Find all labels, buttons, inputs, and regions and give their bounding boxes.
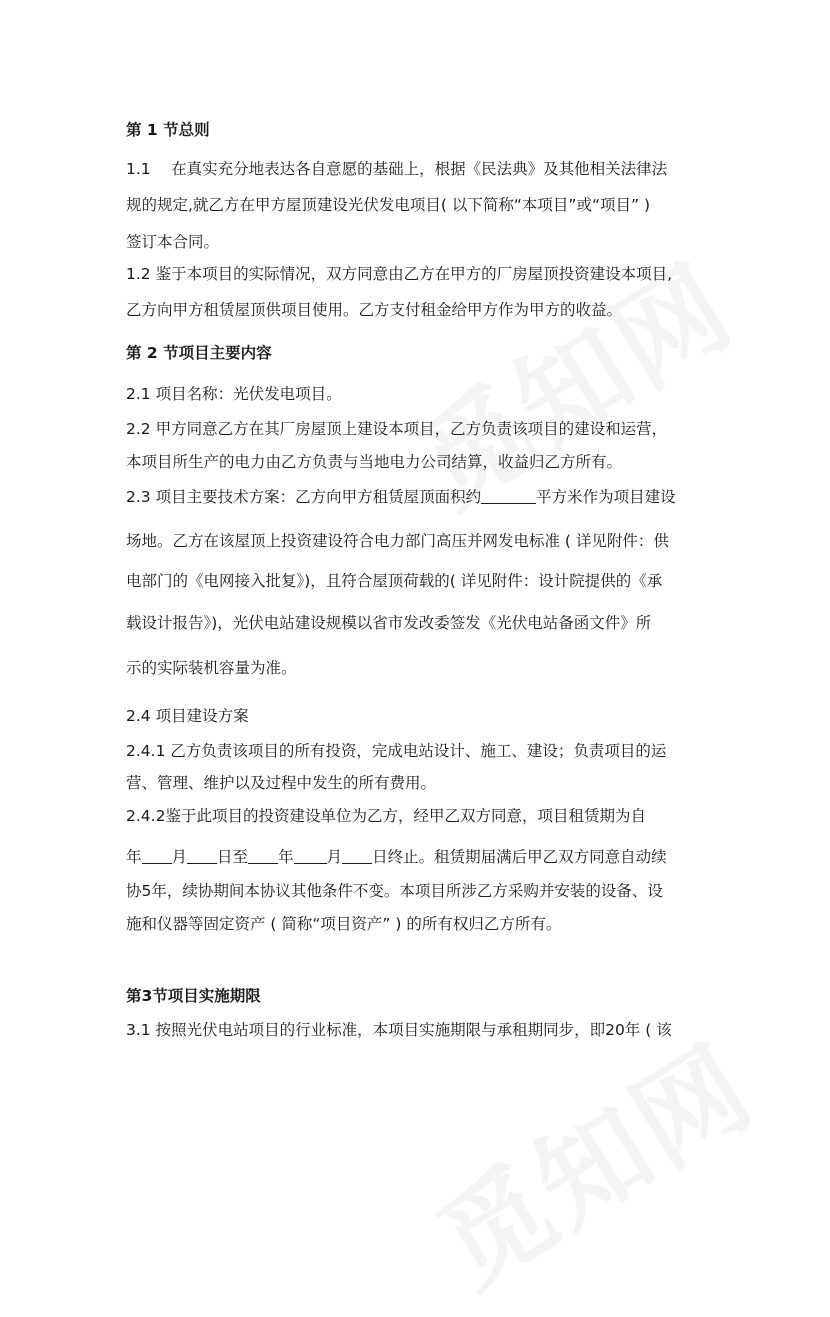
start-day-blank (187, 847, 217, 864)
date-text: 日终止。租赁期届满后甲乙双方同意自动续 (372, 848, 667, 866)
paragraph-line: 电部门的《电网接入批复》)，且符合屋顶荷载的( 详见附件：设计院提供的《承 (126, 572, 663, 590)
paragraph-line: 乙方向甲方租赁屋顶供项目使用。乙方支付租金给甲方作为甲方的收益。 (126, 301, 623, 319)
watermark (404, 1001, 778, 1316)
paragraph-line: 施和仪器等固定资产 ( 简称“项目资产” ) 的所有权归乙方所有。 (126, 915, 562, 933)
date-text: 年 (126, 848, 142, 866)
paragraph-line: 1.1 在真实充分地表达各自意愿的基础上，根据《民法典》及其他相关法律法 (126, 160, 668, 178)
paragraph-line: 协5年，续协期间本协议其他条件不变。本项目所涉乙方采购并安装的设备、设 (126, 882, 663, 900)
paragraph-line: 营、管理、维护以及过程中发生的所有费用。 (126, 774, 437, 792)
section-2-title: 第 2 节项目主要内容 (126, 344, 272, 362)
paragraph-line: 3.1 按照光伏电站项目的行业标准，本项目实施期限与承租期同步，即20年 ( 该 (126, 1021, 672, 1039)
end-month-blank (294, 847, 327, 864)
paragraph-line: 2.1 项目名称：光伏发电项目。 (126, 385, 342, 403)
paragraph-text: 2.3 项目主要技术方案：乙方向甲方租赁屋顶面积约 (126, 488, 482, 506)
paragraph-line: 1.2 鉴于本项目的实际情况，双方同意由乙方在甲方的厂房屋顶投资建设本项目, (126, 265, 673, 283)
date-text: 年 (278, 848, 294, 866)
date-text: 日至 (217, 848, 249, 866)
paragraph-line: 本项目所生产的电力由乙方负责与当地电力公司结算，收益归乙方所有。 (126, 453, 623, 471)
paragraph-line (126, 486, 726, 508)
paragraph-line: 2.4 项目建设方案 (126, 707, 249, 725)
start-month-blank (142, 847, 172, 864)
date-text: 月 (326, 848, 343, 866)
section-3-title: 第3节项目实施期限 (126, 987, 261, 1005)
paragraph-line: 场地。乙方在该屋顶上投资建设符合电力部门高压并网发电标准 ( 详见附件：供 (126, 532, 669, 550)
end-year-blank (248, 847, 278, 864)
paragraph-line: 载设计报告》)，光伏电站建设规模以省市发改委签发《光伏电站备函文件》所 (126, 614, 652, 632)
date-text: 月 (171, 848, 188, 866)
section-1-title: 第 1 节总则 (126, 121, 210, 139)
paragraph-line: 2.2 甲方同意乙方在其厂房屋顶上建设本项目，乙方负责该项目的建设和运营， (126, 420, 668, 438)
paragraph-line: 示的实际装机容量为准。 (126, 659, 297, 677)
paragraph-text: 平方米作为项目建设 (536, 488, 676, 506)
paragraph-line: 规的规定,就乙方在甲方屋顶建设光伏发电项目( 以下简称“本项目”或“项目” ) (126, 196, 650, 214)
lease-date-line (126, 846, 726, 868)
paragraph-line: 2.4.1 乙方负责该项目的所有投资，完成电站设计、施工、建设；负责项目的运 (126, 742, 667, 760)
area-blank (481, 487, 536, 504)
paragraph-line: 2.4.2鉴于此项目的投资建设单位为乙方，经甲乙双方同意，项目租赁期为自 (126, 807, 646, 825)
paragraph-line: 签订本合同。 (126, 233, 220, 251)
end-day-blank (342, 847, 372, 864)
